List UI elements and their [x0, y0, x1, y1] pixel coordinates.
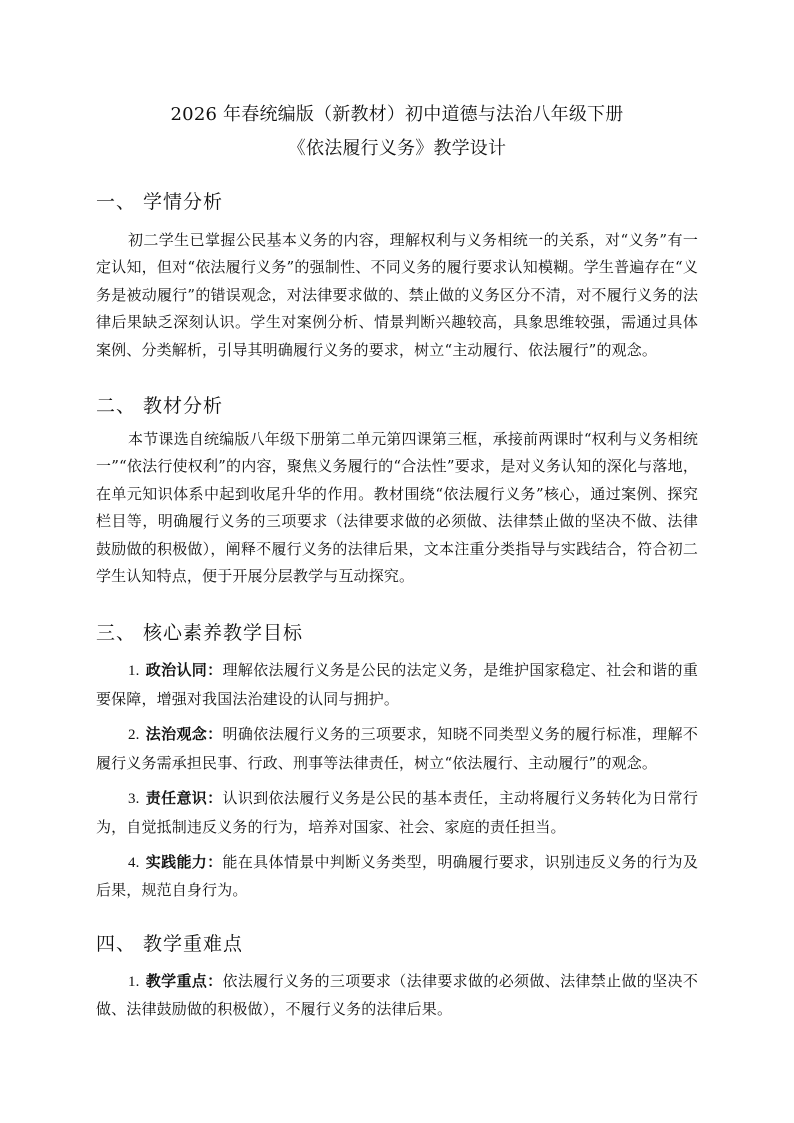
goal-text: 理解依法履行义务是公民的法定义务，是维护国家稳定、社会和谐的重要保障，增强对我国法治建设的认同与拥护。 — [96, 661, 698, 708]
section-paragraph-student-analysis: 初二学生已掌握公民基本义务的内容，理解权利与义务相统一的关系，对“义务”有一定认知，但对“依法履行义务”的强制性、不同义务的履行要求认知模糊。学生普遍存在“义务是被动履行”的错误观念，对法律要求做的、禁止做的义务区分不清，对不履行义务的法律后果缺乏深刻认识。学生对案例分析、情景判断兴趣较高，具象思维较强，需通过具体案例、分类解析，引导其明确履行义务的要求，树立“主动履行、依法履行”的观念。 — [96, 231, 698, 359]
section-heading-key-difficult-points: 四、 教学重难点 — [96, 932, 244, 955]
title-line-1: 2026 年春统编版（新教材）初中道德与法治八年级下册 — [170, 104, 624, 125]
title-line-2: 《依法履行义务》教学设计 — [287, 138, 507, 159]
document-title — [96, 98, 698, 166]
goal-term: 政治认同： — [145, 661, 223, 680]
goal-term: 责任意识： — [145, 789, 223, 808]
section-heading-core-goals: 三、 核心素养教学目标 — [96, 622, 304, 645]
goal-item — [96, 721, 698, 777]
goal-number: 3. — [128, 791, 140, 808]
goal-item — [96, 785, 698, 841]
goal-number: 1. — [128, 973, 140, 990]
goal-text: 明确依法履行义务的三项要求，知晓不同类型义务的履行标准，理解不履行义务需承担民事、行政、刑事等法律责任，树立“依法履行、主动履行”的观念。 — [96, 725, 698, 772]
goal-term: 法治观念： — [145, 725, 223, 744]
section-heading-student-analysis: 一、 学情分析 — [96, 191, 224, 213]
section-heading-textbook-analysis: 二、 教材分析 — [96, 395, 224, 418]
goal-term: 实践能力： — [145, 852, 223, 871]
goal-item — [96, 849, 698, 905]
goal-number: 1. — [128, 663, 140, 680]
goal-text: 认识到依法履行义务是公民的基本责任，主动将履行义务转化为日常行为，自觉抵制违反义务的行为，培养对国家、社会、家庭的责任担当。 — [96, 789, 698, 836]
goal-term: 教学重点： — [145, 971, 223, 990]
goal-item — [96, 657, 698, 713]
goal-number: 2. — [128, 727, 140, 744]
goal-text: 能在具体情景中判断义务类型，明确履行要求，识别违反义务的行为及后果，规范自身行为。 — [96, 852, 698, 900]
goal-number: 4. — [128, 854, 140, 871]
goal-text: 依法履行义务的三项要求（法律要求做的必须做、法律禁止做的坚决不做、法律鼓励做的积极做），不履行义务的法律后果。 — [96, 971, 698, 1019]
goal-item — [96, 968, 698, 1024]
section-paragraph-textbook-analysis: 本节课选自统编版八年级下册第二单元第四课第三框，承接前两课时“权利与义务相统一”“依法行使权利”的内容，聚焦义务履行的“合法性”要求，是对义务认知的深化与落地，在单元知识体系中起到收尾升华的作用。教材围绕“依法履行义务”核心，通过案例、探究栏目等，明确履行义务的三项要求（法律要求做的必须做、法律禁止做的坚决不做、法律鼓励做的积极做），阐释不履行义务的法律后果，文本注重分类指导与实践结合，符合初二学生认知特点，便于开展分层教学与互动探究。 — [96, 430, 698, 586]
